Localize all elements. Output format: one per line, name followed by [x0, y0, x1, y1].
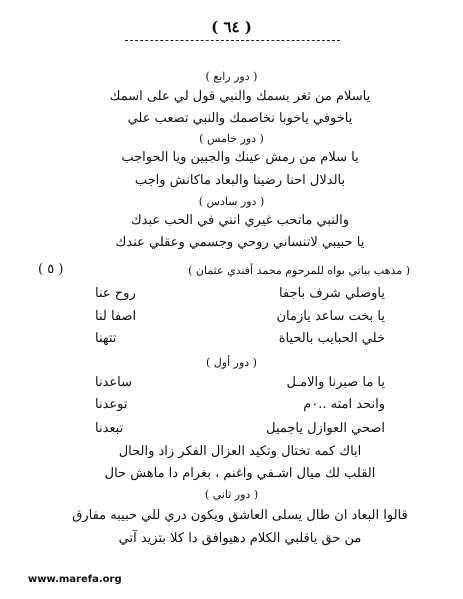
verse-hemistich: اصفا لنا — [95, 309, 137, 324]
stanza-heading: ( دور رابع ) — [205, 70, 258, 83]
verse-hemistich: وانحد امته ..٠م — [303, 397, 385, 412]
stanza-heading: ( دور أول ) — [206, 356, 257, 369]
header-divider — [125, 40, 340, 41]
verse-line — [95, 374, 385, 392]
verse-hemistich: يا ما صبرنا والامـل — [286, 375, 385, 390]
verse-line: اباك كمه تختال وتكيد العزال الفكر زاد والحال — [118, 444, 362, 459]
verse-hemistich: تتهنا — [95, 331, 117, 346]
section-title: ( مذهب بياتي بواه للمرحوم محمد أفندي عثمان ) — [188, 264, 410, 277]
verse-hemistich: اصحي العوازل ياجميل — [266, 421, 385, 436]
page-number: ( ٦٤ ) — [211, 18, 252, 36]
stanza-heading: ( دور ثاني ) — [204, 488, 259, 501]
verse-line — [95, 285, 385, 303]
verse-line — [95, 420, 385, 438]
stanza-heading: ( دور سادس ) — [198, 195, 265, 208]
stanza-heading: ( دور خامس ) — [199, 132, 264, 145]
verse-hemistich: ساعدنا — [95, 375, 133, 390]
verse-hemistich: روح عنا — [95, 286, 136, 301]
verse-line: ياسلام من ثغر بسمك والنبي قول لي على اسمك — [109, 89, 371, 104]
verse-line: قالوا البعاد ان طال يسلى العاشق ويكون دري للي حبيبه مفارق — [72, 508, 408, 523]
verse-line: من حق ياقلبي الكلام دهيوافق دا كلا بتزيد آتي — [118, 531, 362, 546]
verse-line — [95, 396, 385, 414]
verse-hemistich: توعدنا — [95, 397, 128, 412]
verse-hemistich: خلي الحبايب بالحياة — [278, 331, 385, 346]
verse-hemistich: يا بخت ساعد يازمان — [276, 309, 385, 324]
verse-line: القلب لك ميال اشـفي واغنم ، بغرام دا ماهش حال — [104, 466, 376, 481]
verse-line: بالدلال احنا رضينا والبعاد ماكانش واجب — [134, 173, 346, 188]
verse-hemistich: تبعدنا — [95, 421, 124, 436]
section-number: ( ٥ ) — [38, 262, 64, 277]
verse-line: والنبي ماتحب غيري انني في الحب عبدك — [130, 213, 350, 228]
verse-line: يا سلام من رمش عينك والجبين ويا الحواجب — [121, 150, 359, 165]
verse-line — [95, 308, 385, 326]
verse-line — [95, 330, 385, 348]
verse-line: ياخوفي ياخوبا نخاصمك والنبي تصعب علي — [127, 111, 353, 126]
source-url: www.marefa.org — [28, 574, 122, 585]
verse-hemistich: ياوصلي شرف باجفا — [279, 286, 385, 301]
verse-line: يا حبيبي لاتنساني روحي وجسمي وعقلي عندك — [115, 235, 365, 250]
